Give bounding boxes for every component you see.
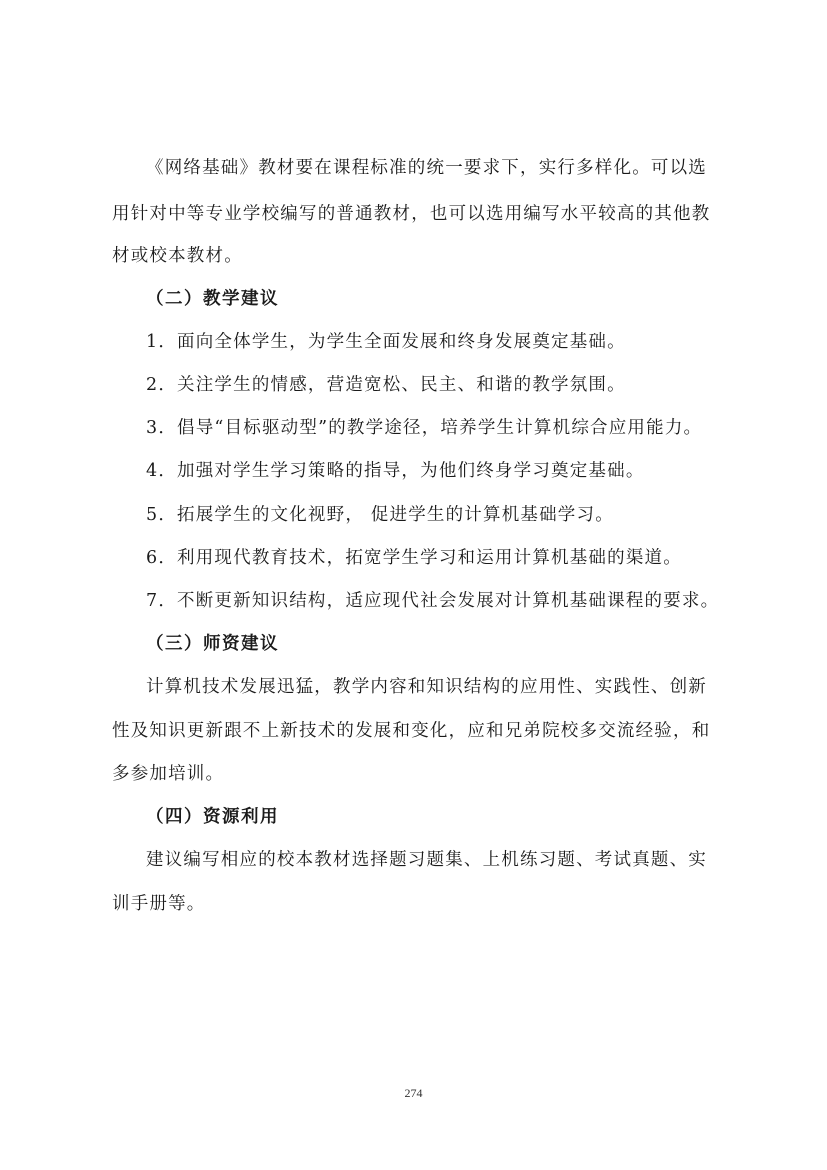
paragraph-resources-line-2: 训手册等。 — [112, 894, 206, 914]
teaching-item-7: 7．不断更新知识结构，适应现代社会发展对计算机基础课程的要求。 — [146, 591, 720, 611]
teaching-item-6: 6．利用现代教育技术，拓宽学生学习和运用计算机基础的渠道。 — [146, 548, 682, 568]
heading-teacher-suggestions: （三）师资建议 — [146, 634, 279, 654]
paragraph-materials-line-2: 用针对中等专业学校编写的普通教材，也可以选用编写水平较高的其他教 — [112, 204, 711, 224]
teaching-item-1: 1．面向全体学生，为学生全面发展和终身发展奠定基础。 — [146, 332, 626, 352]
teaching-item-5: 5．拓展学生的文化视野， 促进学生的计算机基础学习。 — [146, 505, 614, 525]
paragraph-materials-line-1: 《网络基础》教材要在课程标准的统一要求下，实行多样化。可以选 — [146, 158, 707, 178]
teaching-item-3: 3．倡导“目标驱动型”的教学途径，培养学生计算机综合应用能力。 — [146, 418, 703, 438]
page-number: 274 — [404, 1086, 423, 1100]
teaching-item-4: 4．加强对学生学习策略的指导，为他们终身学习奠定基础。 — [146, 461, 645, 481]
paragraph-teachers-line-1: 计算机技术发展迅猛，教学内容和知识结构的应用性、实践性、创新 — [146, 677, 707, 697]
heading-teaching-suggestions: （二）教学建议 — [146, 289, 279, 309]
heading-resource-use: （四）资源利用 — [146, 807, 279, 827]
teaching-item-2: 2．关注学生的情感，营造宽松、民主、和谐的教学氛围。 — [146, 375, 626, 395]
paragraph-materials-line-3: 材或校本教材。 — [112, 246, 243, 266]
paragraph-resources-line-1: 建议编写相应的校本教材选择题习题集、上机练习题、考试真题、实 — [146, 850, 707, 870]
paragraph-teachers-line-3: 多参加培训。 — [112, 764, 225, 784]
paragraph-teachers-line-2: 性及知识更新跟不上新技术的发展和变化，应和兄弟院校多交流经验，和 — [112, 721, 711, 741]
